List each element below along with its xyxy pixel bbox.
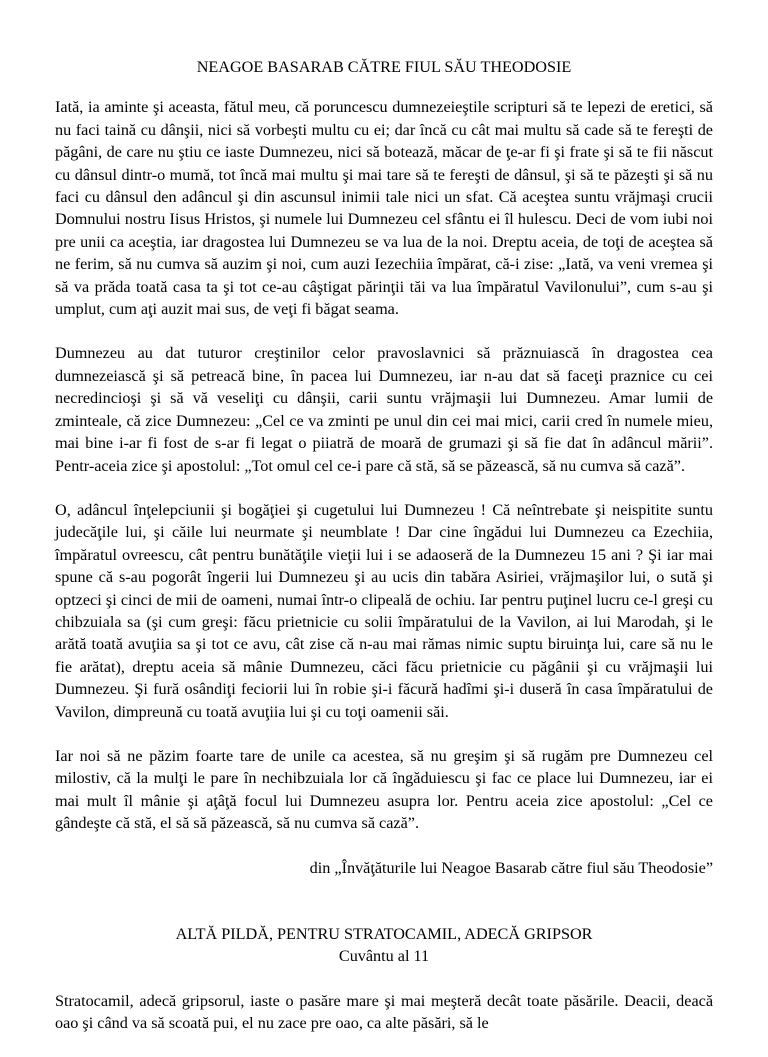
paragraph-3: O, adâncul înţelepciunii şi bogăţiei şi cugetului lui Dumnezeu ! Că neîntrebate şi neispitite suntu judecăţile lui, şi căile lui neurmate şi neumblate ! Dar cine îngădui lui Dumnezeu ca Ezechiia, împăratul ovreescu, cât pentru bunătăţile vieţii lui i se adaoseră de la Dumnezeu 15 ani ? Şi iar mai spune că s-au pogorât îngerii lui Dumnezeu şi au ucis din tabăra Asiriei, vrăjmaşilor lui, o sută şi optzeci şi cinci de mii de oameni, numai într-o clipeală de ochiu. Iar pentru puţinel lucru ce-l greşi cu chibzuiala sa (şi cum greşi: făcu prietnicie cu solii împăratului de la Vavilon, ai lui Marodah, şi le arătă toată avuţiia sa şi tot ce avu, cât zise că n-au mai rămas nimic suptu biruinţa lui, care să nu le fie arătat), dreptu aceia să mânie Dumnezeu, căci făcu prietnicie cu păgânii şi cu vrăjmaşii lui Dumnezeu. Şi fură osândiţi feciorii lui în robie şi-i făcură hadîmi şi-i duseră în casa împăratului de Vavilon, dimpreună cu toată avuţiia lui şi cu toţi oamenii săi. [55,500,713,721]
section-title: ALTĂ PILDĂ, PENTRU STRATOCAMIL, ADECĂ GRIPSOR [175,925,593,943]
paragraph-4: Iar noi să ne păzim foarte tare de unile ca acestea, să nu greşim şi să rugăm pre Dumnezeu cel milostiv, că la mulţi le pare în nechibzuiala lor că îngăduiescu şi fac ce place lui Dumnezeu, iar ei mai mult îl mânie şi aţâţă focul lui Dumnezeu asupra lor. Pentru aceia zice apostolul: „Cel ce gândeşte că stă, el să să păzească, să nu cumva să cază”. [55,746,713,833]
section-subtitle: Cuvântu al 11 [338,947,430,966]
source-citation: din „Învăţăturile lui Neagoe Basarab către fiul său Theodosie” [309,858,713,877]
document-page [55,56,713,1057]
paragraph-2: Dumnezeu au dat tuturor creştinilor celor pravoslavnici să prăznuiască în dragostea cea dumnezeiască şi să petreacă bine, în pacea lui Dumnezeu, iar n-au dat să faceţi praznice cu cei necredincioşi şi să vă veseliţi cu dânşii, carii suntu vrăjmaşii lui Dumnezeu. Amar lumii de zminteale, că zice Dumnezeu: „Cel ce va zminti pe unul din cei mai mici, carii cred în numele mieu, mai bine i-ar fi fost de s-ar fi legat o piiatră de moară de grumazi şi să fie dat în adâncul mării”. Pentr-aceia zice şi apostolul: „Tot omul cel ce-i pare că stă, să se păzească, să nu cumva să cază”. [55,344,713,475]
document-title: NEAGOE BASARAB CĂTRE FIUL SĂU THEODOSIE [196,58,572,76]
paragraph-5: Stratocamil, adecă gripsorul, iaste o pasăre mare şi mai meşteră decât toate păsările. Deacii, deacă oao şi când va să scoată pui, el nu zace pre oao, ca alte păsări, să le [55,991,713,1033]
paragraph-1: Iată, ia aminte şi aceasta, fătul meu, că poruncescu dumnezeieştile scripturi să te lepezi de eretici, să nu faci taină cu dânşii, nici să vorbeşti multu cu ei; dar încă cu cât mai multu să cade să te fereşti de păgâni, de care nu ştiu ce iaste Dumnezeu, nici să botează, măcar de ţe-ar fi şi frate şi să te fii născut cu dânsul dintr-o mumă, tot încă mai multu şi mai tare să te fereşti de dânsul, şi să te păzeşti şi să nu faci cu dânsul den adâncul şi din ascunsul inimii tale nici un sfat. Că aceştea suntu vrăjmaşi crucii Domnului nostru Iisus Hristos, şi numele lui Dumnezeu cel sfântu ei îl hulescu. Deci de vom iubi noi pre unii ca aceştia, iar dragostea lui Dumnezeu se va lua de la noi. Dreptu aceia, de toţi de aceştea să ne ferim, să nu cumva să auzim şi noi, cum auzi Iezechiia împărat, că-i zise: „Iată, va veni vremea şi să va prăda toată casa ta şi tot ce-au câştigat părinţii tăi va lua împăratul Vavilonului”, cum s-au şi umplut, cum aţi auzit mai sus, de veţi fi băgat seama. [55,98,713,319]
